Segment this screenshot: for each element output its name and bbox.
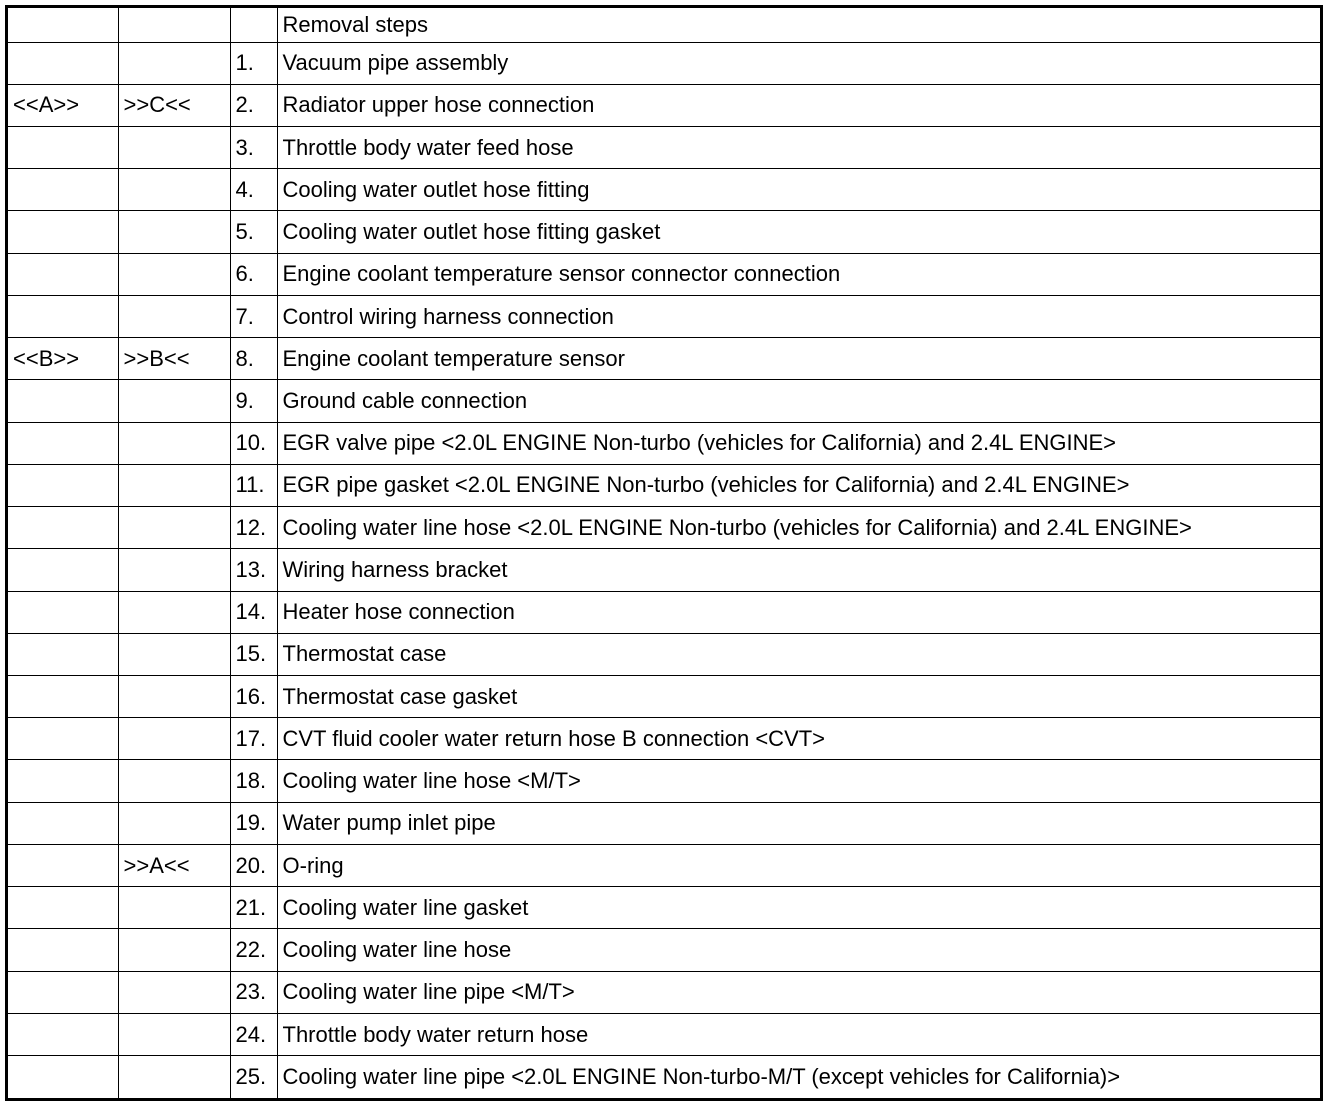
table-row: [8, 422, 1320, 464]
service-point-installation-cell: [118, 929, 230, 971]
service-point-installation-cell: [118, 295, 230, 337]
step-description-cell: Radiator upper hose connection: [277, 84, 1320, 126]
service-point-installation-cell: [118, 802, 230, 844]
service-point-removal-cell: [8, 380, 118, 422]
service-point-removal-cell: [8, 591, 118, 633]
service-point-removal-cell: [8, 760, 118, 802]
step-number-cell: 14.: [230, 591, 277, 633]
table-row: [8, 549, 1320, 591]
service-point-installation-cell: [118, 211, 230, 253]
table-row: [8, 380, 1320, 422]
step-description-cell: Vacuum pipe assembly: [277, 42, 1320, 84]
step-number-cell: 23.: [230, 971, 277, 1013]
table-row: [8, 760, 1320, 802]
table-row: [8, 844, 1320, 886]
table-row: [8, 42, 1320, 84]
step-number-cell: 16.: [230, 676, 277, 718]
table-row: [8, 126, 1320, 168]
service-point-removal-cell: [8, 633, 118, 675]
service-point-removal-cell: [8, 1056, 118, 1098]
step-description-cell: Cooling water outlet hose fitting gasket: [277, 211, 1320, 253]
step-description-cell: Cooling water line hose <2.0L ENGINE Non-turbo (vehicles for California) and 2.4L ENGINE>: [277, 507, 1320, 549]
step-number-cell: 2.: [230, 84, 277, 126]
service-point-removal-cell: [8, 929, 118, 971]
service-point-removal-cell: [8, 1013, 118, 1055]
table-row: [8, 1013, 1320, 1055]
service-point-installation-cell: [118, 633, 230, 675]
step-description-cell: Cooling water line gasket: [277, 887, 1320, 929]
step-description-cell: EGR pipe gasket <2.0L ENGINE Non-turbo (vehicles for California) and 2.4L ENGINE>: [277, 464, 1320, 506]
service-point-installation-cell: >>B<<: [118, 338, 230, 380]
step-description-cell: O-ring: [277, 844, 1320, 886]
table-row: [8, 676, 1320, 718]
step-description-cell: Control wiring harness connection: [277, 295, 1320, 337]
table-row: [8, 507, 1320, 549]
table-row: [8, 802, 1320, 844]
step-description-cell: Throttle body water feed hose: [277, 126, 1320, 168]
step-number-cell: 1.: [230, 42, 277, 84]
service-point-installation-cell: [118, 591, 230, 633]
service-point-installation-cell: [118, 253, 230, 295]
service-point-removal-cell: <<B>>: [8, 338, 118, 380]
step-number-cell: 4.: [230, 169, 277, 211]
removal-steps-table-frame: [5, 5, 1323, 1101]
service-point-removal-cell: [8, 549, 118, 591]
service-point-installation-cell: [118, 380, 230, 422]
service-point-installation-cell: [118, 718, 230, 760]
step-description-cell: EGR valve pipe <2.0L ENGINE Non-turbo (vehicles for California) and 2.4L ENGINE>: [277, 422, 1320, 464]
service-point-removal-cell: [8, 887, 118, 929]
service-point-removal-cell: [8, 126, 118, 168]
service-point-installation-cell: [118, 1013, 230, 1055]
step-number-cell: 18.: [230, 760, 277, 802]
step-description-cell: Thermostat case: [277, 633, 1320, 675]
table-row: [8, 84, 1320, 126]
service-point-removal-cell: [8, 718, 118, 760]
step-description-cell: Cooling water line pipe <M/T>: [277, 971, 1320, 1013]
service-point-removal-cell: <<A>>: [8, 84, 118, 126]
service-point-installation-cell: >>A<<: [118, 844, 230, 886]
table-row: [8, 971, 1320, 1013]
service-point-removal-cell: [8, 971, 118, 1013]
step-description-cell: Ground cable connection: [277, 380, 1320, 422]
service-point-installation-cell: [118, 169, 230, 211]
service-point-installation-cell: [118, 126, 230, 168]
service-point-installation-cell: [118, 422, 230, 464]
step-number-cell: 15.: [230, 633, 277, 675]
service-point-removal-cell: [8, 295, 118, 337]
table-header-row: [8, 8, 1320, 42]
service-point-removal-cell: [8, 42, 118, 84]
service-point-removal-cell: [8, 169, 118, 211]
service-point-removal-cell: [8, 844, 118, 886]
step-number-cell: 7.: [230, 295, 277, 337]
step-description-cell: Cooling water line hose: [277, 929, 1320, 971]
table-row: [8, 633, 1320, 675]
step-number-cell: 24.: [230, 1013, 277, 1055]
table-row: [8, 169, 1320, 211]
service-point-removal-cell: [8, 422, 118, 464]
step-number-cell: 17.: [230, 718, 277, 760]
service-point-installation-cell: [118, 887, 230, 929]
step-number-cell: 21.: [230, 887, 277, 929]
step-number-cell: 8.: [230, 338, 277, 380]
table-row: [8, 718, 1320, 760]
service-point-removal-cell: [8, 507, 118, 549]
step-number-cell: 22.: [230, 929, 277, 971]
step-number-cell: 10.: [230, 422, 277, 464]
step-number-cell: 9.: [230, 380, 277, 422]
service-point-removal-cell: [8, 676, 118, 718]
step-number-cell: 20.: [230, 844, 277, 886]
step-description-cell: Cooling water line hose <M/T>: [277, 760, 1320, 802]
table-body: [8, 42, 1320, 1098]
removal-steps-table: [8, 8, 1320, 1098]
service-point-installation-cell: [118, 549, 230, 591]
step-number-cell: 25.: [230, 1056, 277, 1098]
step-description-cell: Throttle body water return hose: [277, 1013, 1320, 1055]
service-point-installation-cell: [118, 464, 230, 506]
table-row: [8, 464, 1320, 506]
step-number-cell: 5.: [230, 211, 277, 253]
step-number-cell: 12.: [230, 507, 277, 549]
service-point-removal-cell: [8, 464, 118, 506]
service-point-installation-cell: [118, 1056, 230, 1098]
header-step-number: [230, 8, 277, 42]
step-description-cell: Heater hose connection: [277, 591, 1320, 633]
header-removal-steps-title: Removal steps: [277, 8, 1320, 42]
service-point-installation-cell: [118, 676, 230, 718]
table-row: [8, 253, 1320, 295]
step-description-cell: Thermostat case gasket: [277, 676, 1320, 718]
step-number-cell: 19.: [230, 802, 277, 844]
step-description-cell: Cooling water line pipe <2.0L ENGINE Non-turbo-M/T (except vehicles for California)>: [277, 1056, 1320, 1098]
service-point-installation-cell: [118, 507, 230, 549]
table-row: [8, 295, 1320, 337]
step-number-cell: 11.: [230, 464, 277, 506]
header-service-point-installation: [118, 8, 230, 42]
table-row: [8, 338, 1320, 380]
service-point-installation-cell: [118, 42, 230, 84]
step-description-cell: Cooling water outlet hose fitting: [277, 169, 1320, 211]
step-number-cell: 3.: [230, 126, 277, 168]
step-description-cell: Engine coolant temperature sensor connector connection: [277, 253, 1320, 295]
service-point-removal-cell: [8, 802, 118, 844]
service-point-installation-cell: >>C<<: [118, 84, 230, 126]
step-description-cell: CVT fluid cooler water return hose B connection <CVT>: [277, 718, 1320, 760]
step-description-cell: Engine coolant temperature sensor: [277, 338, 1320, 380]
service-point-installation-cell: [118, 971, 230, 1013]
service-point-removal-cell: [8, 211, 118, 253]
table-row: [8, 929, 1320, 971]
service-point-installation-cell: [118, 760, 230, 802]
table-row: [8, 211, 1320, 253]
step-number-cell: 6.: [230, 253, 277, 295]
step-description-cell: Wiring harness bracket: [277, 549, 1320, 591]
table-row: [8, 591, 1320, 633]
header-service-point-removal: [8, 8, 118, 42]
step-description-cell: Water pump inlet pipe: [277, 802, 1320, 844]
service-point-removal-cell: [8, 253, 118, 295]
table-row: [8, 887, 1320, 929]
step-number-cell: 13.: [230, 549, 277, 591]
table-row: [8, 1056, 1320, 1098]
